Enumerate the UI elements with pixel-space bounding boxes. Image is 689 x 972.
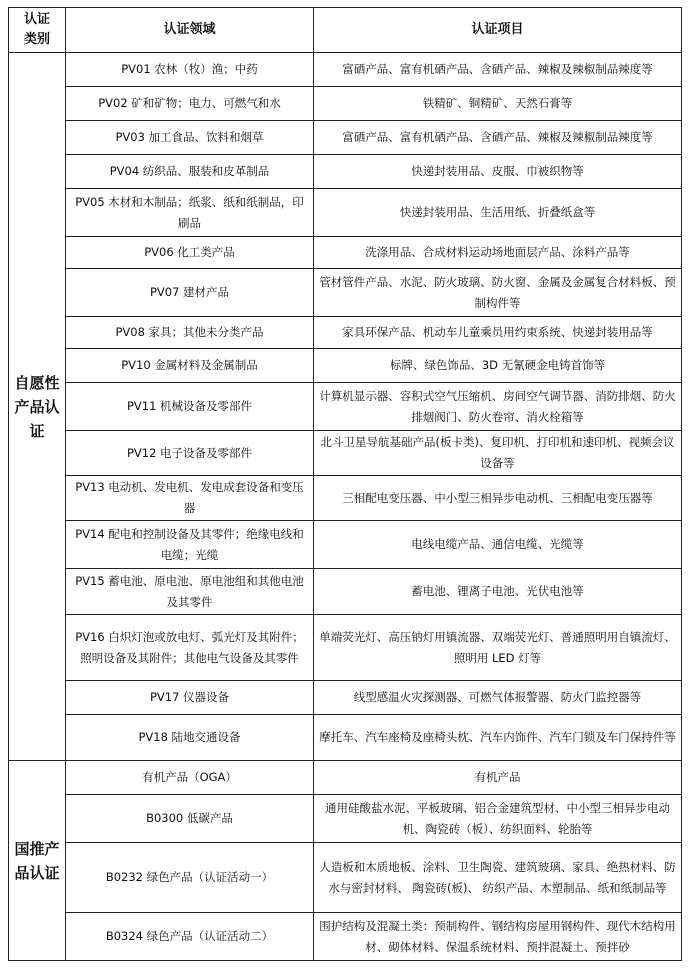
certification-table [8,7,682,961]
items-cell: 线型感温火灾探测器、可燃气体报警器、防火门监控器等 [314,681,682,715]
table-row [9,269,682,317]
items-cell: 快递封装用品、皮服、巾被织物等 [314,155,682,189]
table-row [9,431,682,476]
header-category: 认证 类别 [9,8,66,53]
items-cell: 摩托车、汽车座椅及座椅头枕、汽车内饰件、汽车门锁及车门保持件等 [314,715,682,761]
table-row [9,913,682,961]
items-cell: 富硒产品、富有机硒产品、含硒产品、辣椒及辣椒制品辣度等 [314,53,682,87]
table-row [9,715,682,761]
items-cell: 洗涤用品、合成材料运动场地面层产品、涂料产品等 [314,237,682,269]
table-row [9,843,682,913]
table-row [9,53,682,87]
items-cell: 三相配电变压器、中小型三相异步电动机、三相配电变压器等 [314,476,682,521]
field-cell: PV08 家具；其他未分类产品 [66,317,314,349]
items-cell: 北斗卫星导航基础产品(板卡类)、复印机、打印机和速印机、视频会议设备等 [314,431,682,476]
items-cell: 家具环保产品、机动车儿童乘员用约束系统、快递封装用品等 [314,317,682,349]
field-cell: PV18 陆地交通设备 [66,715,314,761]
items-cell: 人造板和木质地板、涂料、卫生陶瓷、建筑玻璃、家具、绝热材料、防水与密封材料、 陶瓷砖(板)、 纺织产品、木塑制品、纸和纸制品等 [314,843,682,913]
field-cell: PV11 机械设备及零部件 [66,383,314,431]
items-cell: 快递封装用品、生活用纸、折叠纸盒等 [314,189,682,237]
table-row [9,476,682,521]
table-row [9,189,682,237]
items-cell: 有机产品 [314,761,682,795]
items-cell: 电线电缆产品、通信电缆、光缆等 [314,521,682,569]
items-cell: 管材管件产品、水泥、防火玻璃、防火窗、金属及金属复合材料板、预制构件等 [314,269,682,317]
field-cell: PV01 农林（牧）渔；中药 [66,53,314,87]
field-cell: PV03 加工食品、饮料和烟草 [66,121,314,155]
items-cell: 铁精矿、铜精矿、天然石膏等 [314,87,682,121]
table-row [9,569,682,615]
header-row [9,8,682,53]
table-row [9,383,682,431]
field-cell: PV05 木材和木制品；纸浆、纸和纸制品，印刷品 [66,189,314,237]
table-row [9,615,682,681]
table-row [9,795,682,843]
field-cell: 有机产品（OGA） [66,761,314,795]
table-row [9,349,682,383]
field-cell: PV04 纺织品、服装和皮革制品 [66,155,314,189]
table-row [9,121,682,155]
field-cell: B0232 绿色产品（认证活动一） [66,843,314,913]
field-cell: B0324 绿色产品（认证活动二） [66,913,314,961]
header-field: 认证领域 [66,8,314,53]
items-cell: 计算机显示器、容积式空气压缩机、房间空气调节器、消防排烟、防火排烟阀门、防火卷帘、消火栓箱等 [314,383,682,431]
field-cell: PV07 建材产品 [66,269,314,317]
table-row [9,155,682,189]
items-cell: 单端荧光灯、高压钠灯用镇流器、双端荧光灯、普通照明用自镇流灯、照明用 LED 灯等 [314,615,682,681]
table-row [9,317,682,349]
field-cell: PV12 电子设备及零部件 [66,431,314,476]
table-row [9,521,682,569]
category-cell-national: 国推产品认证 [9,761,66,961]
table-row [9,761,682,795]
field-cell: PV15 蓄电池、原电池、原电池组和其他电池及其零件 [66,569,314,615]
items-cell: 标牌、绿色饰品、3D 无氰硬金电铸首饰等 [314,349,682,383]
table-row [9,681,682,715]
field-cell: PV16 白炽灯泡或放电灯、弧光灯及其附件；照明设备及其附件；其他电气设备及其零件 [66,615,314,681]
field-cell: PV10 金属材料及金属制品 [66,349,314,383]
field-cell: PV02 矿和矿物；电力、可燃气和水 [66,87,314,121]
field-cell: PV06 化工类产品 [66,237,314,269]
table-row [9,87,682,121]
field-cell: PV14 配电和控制设备及其零件；绝缘电线和电缆；光缆 [66,521,314,569]
items-cell: 围护结构及混凝土类：预制构件、钢结构房屋用钢构件、现代木结构用材、砌体材料、保温系统材料、预拌混凝土、预拌砂 [314,913,682,961]
items-cell: 富硒产品、富有机硒产品、含硒产品、辣椒及辣椒制品辣度等 [314,121,682,155]
field-cell: B0300 低碳产品 [66,795,314,843]
items-cell: 蓄电池、锂离子电池、光伏电池等 [314,569,682,615]
header-items: 认证项目 [314,8,682,53]
table-row [9,237,682,269]
category-cell-voluntary: 自愿性产品认证 [9,53,66,761]
field-cell: PV17 仪器设备 [66,681,314,715]
items-cell: 通用硅酸盐水泥、平板玻璃、铝合金建筑型材、中小型三相异步电动机、陶瓷砖（板）、纺织面料、轮胎等 [314,795,682,843]
field-cell: PV13 电动机、发电机、发电成套设备和变压器 [66,476,314,521]
